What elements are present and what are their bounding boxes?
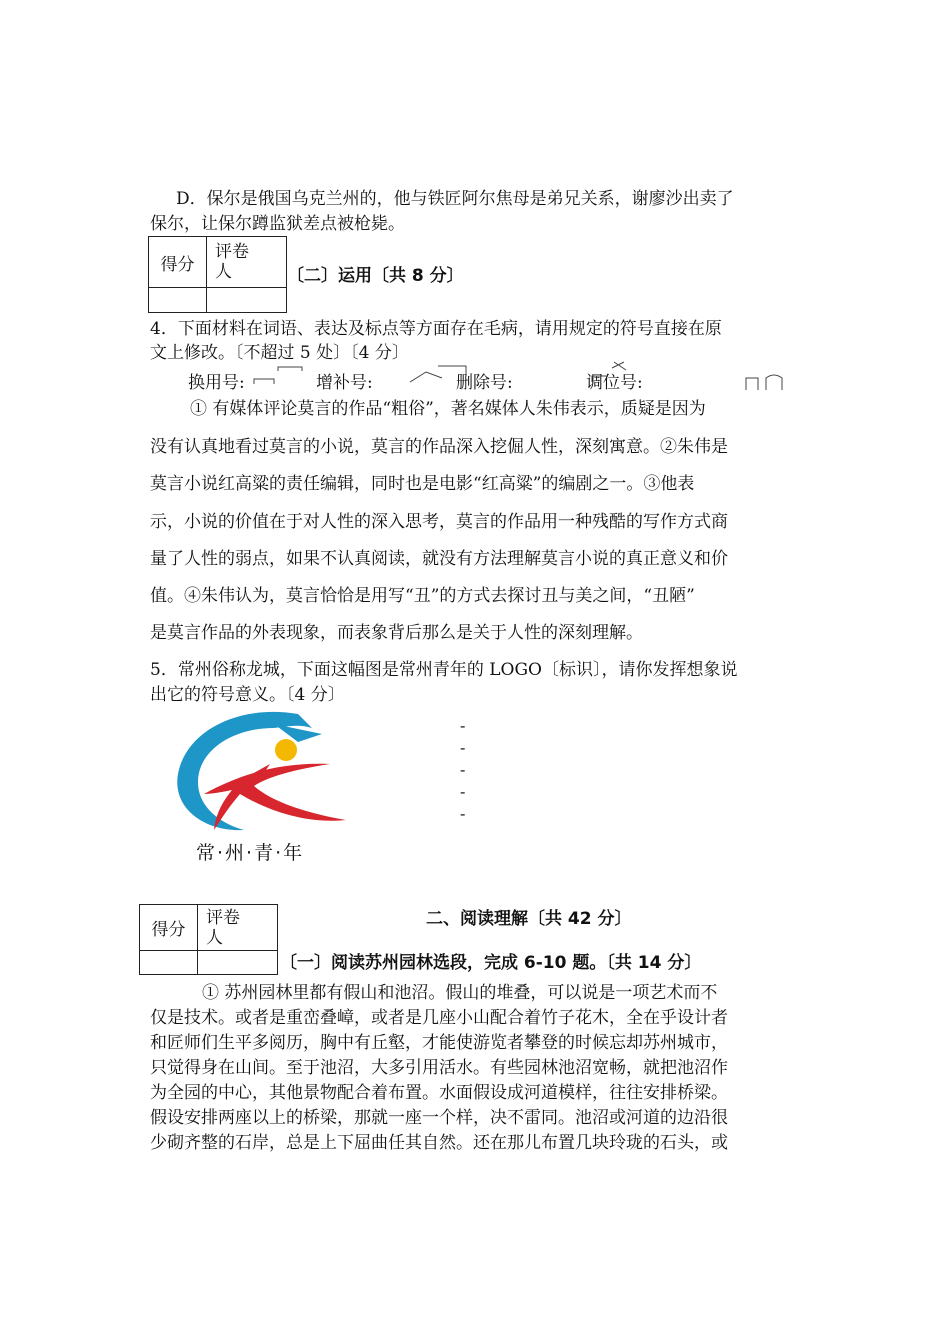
- symbol-mark-icon: [744, 374, 786, 392]
- q4-passage-line: 量了人性的弱点，如果不认真阅读，就没有方法理解莫言小说的真正意义和价: [150, 549, 728, 569]
- answer-line[interactable]: -: [460, 760, 466, 779]
- reading-passage-line: 和匠师们生平多阅历，胸中有丘壑，才能使游览者攀登的时候忘却苏州城市，: [150, 1033, 728, 1053]
- reading-passage-line: 只觉得身在山间。至于池沼，大多引用活水。有些园林池沼宽畅，就把池沼作: [150, 1058, 728, 1078]
- reading-passage-line: 为全园的中心，其他景物配合着布置。水面假设成河道模样，往往安排桥梁。: [150, 1083, 728, 1103]
- transpose-symbol-label: 调位号:: [586, 373, 643, 393]
- reading-passage-line: 少砌齐整的石岸，总是上下屈曲任其自然。还在那儿布置几块玲珑的石头，或: [150, 1133, 728, 1153]
- logo-blue-wing: [274, 724, 322, 742]
- logo-red-figure: [204, 764, 346, 830]
- grader-label: 评卷 人: [198, 905, 278, 951]
- reading-subheading: 〔一〕阅读苏州园林选段，完成 6-10 题。〔共 14 分〕: [280, 953, 702, 973]
- q4-passage-line: 值。④朱伟认为，莫言恰恰是用写“丑”的方式去探讨丑与美之间，“丑陋”: [150, 586, 695, 606]
- score-box-2: [139, 904, 278, 975]
- grader-cell[interactable]: [207, 288, 287, 313]
- insert-symbol-label: 增补号:: [316, 373, 373, 393]
- score-label: 得分: [149, 237, 207, 288]
- q4-line-1: 4．下面材料在词语、表达及标点等方面存在毛病，请用规定的符号直接在原: [150, 319, 722, 339]
- q4-passage-line: 示，小说的价值在于对人性的深入思考，莫言的作品用一种残酷的写作方式商: [150, 512, 728, 532]
- swap-symbol-label: 换用号:: [188, 373, 245, 393]
- changzhou-youth-logo: [170, 708, 360, 838]
- q4-passage-line: ① 有媒体评论莫言的作品“粗俗”，著名媒体人朱伟表示，质疑是因为: [190, 399, 706, 419]
- score-cell[interactable]: [149, 288, 207, 313]
- q5-line-2: 出它的符号意义。〔4 分〕: [150, 685, 345, 705]
- reading-passage-line: 假设安排两座以上的桥梁，那就一座一个样，决不雷同。池沼或河道的边沿很: [150, 1108, 728, 1128]
- option-d-line-2: 保尔，让保尔蹲监狱差点被枪毙。: [150, 214, 405, 234]
- reading-passage-line: 仅是技术。或者是重峦叠嶂，或者是几座小山配合着竹子花木，全在乎设计者: [150, 1008, 728, 1028]
- logo-caption: 常·州·青·年: [196, 842, 305, 864]
- answer-line[interactable]: -: [460, 804, 466, 823]
- answer-line[interactable]: -: [460, 738, 466, 757]
- answer-line[interactable]: -: [460, 782, 466, 801]
- reading-passage-line: ① 苏州园林里都有假山和池沼。假山的堆叠，可以说是一项艺术而不: [202, 983, 718, 1003]
- score-box-1: [148, 236, 287, 313]
- grader-label: 评卷 人: [207, 237, 287, 288]
- score-cell[interactable]: [140, 951, 198, 975]
- grader-cell[interactable]: [198, 951, 278, 975]
- answer-line[interactable]: -: [460, 716, 466, 735]
- delete-symbol-icon: [436, 364, 470, 378]
- q4-line-2: 文上修改。〔不超过 5 处〕〔4 分〕: [150, 343, 409, 363]
- q5-line-1: 5．常州俗称龙城，下面这幅图是常州青年的 LOGO〔标识〕，请你发挥想象说: [150, 660, 738, 680]
- q4-passage-line: 莫言小说红高粱的责任编辑，同时也是电影“红高粱”的编剧之一。③他表: [150, 474, 695, 494]
- logo-sun: [275, 739, 297, 761]
- swap-symbol-icon: [252, 366, 306, 386]
- delete-symbol-label: 删除号:: [456, 373, 513, 393]
- score-label: 得分: [140, 905, 198, 951]
- option-d-line-1: D．保尔是俄国乌克兰州的，他与铁匠阿尔焦母是弟兄关系，谢廖沙出卖了: [176, 189, 734, 209]
- part2-heading: 〔二〕运用〔共 8 分〕: [287, 266, 464, 286]
- q4-passage-line: 没有认真地看过莫言的小说，莫言的作品深入挖倔人性，深刻寓意。②朱伟是: [150, 437, 728, 457]
- reading-heading: 二、阅读理解〔共 42 分〕: [426, 909, 632, 929]
- transpose-symbol-icon: [588, 360, 634, 386]
- q4-passage-line: 是莫言作品的外表现象，而表象背后那么是关于人性的深刻理解。: [150, 623, 643, 643]
